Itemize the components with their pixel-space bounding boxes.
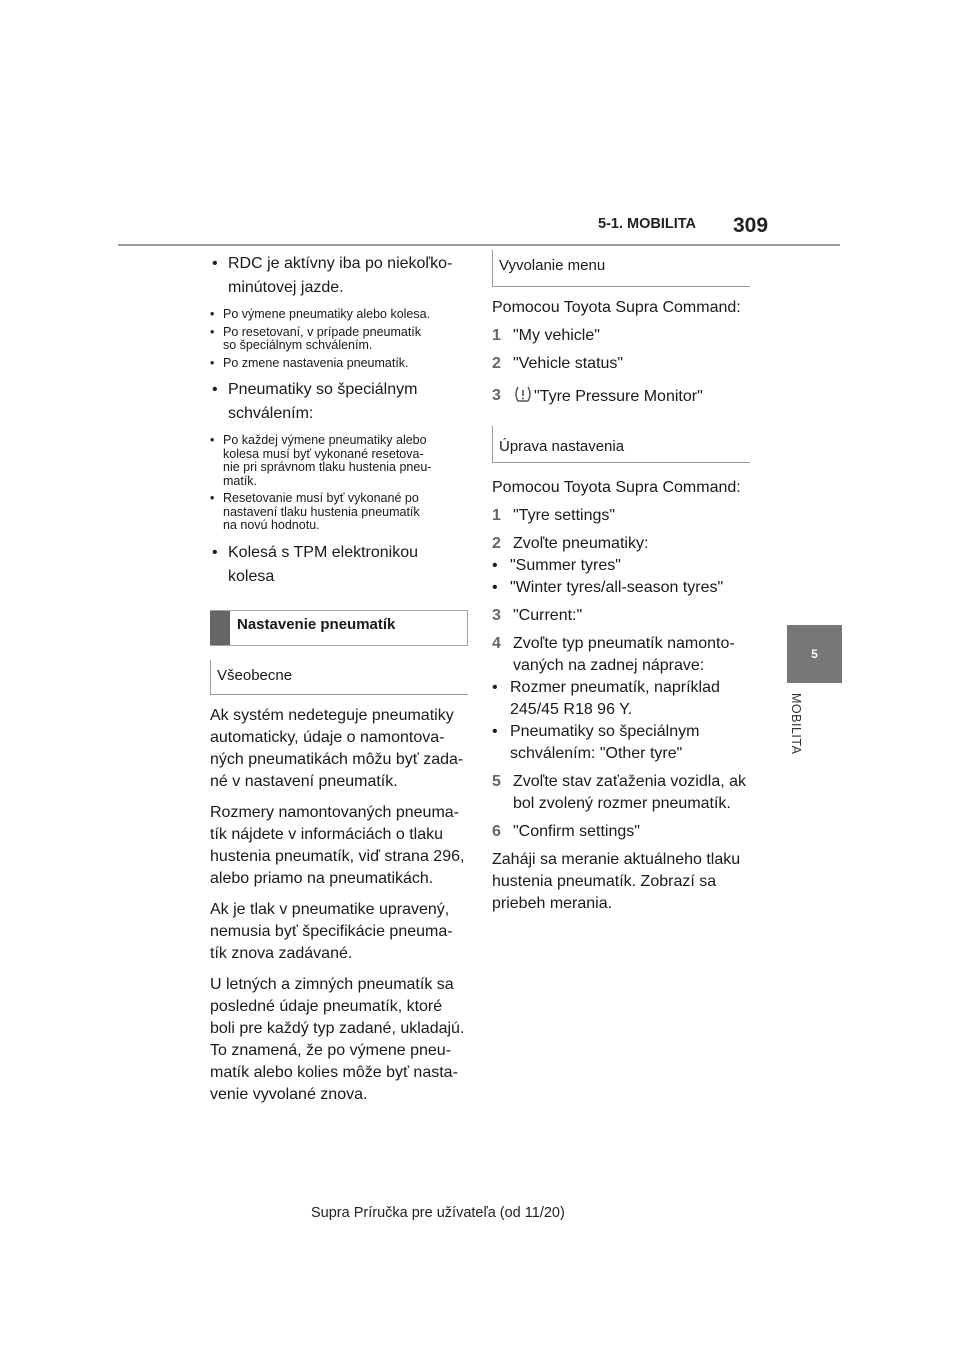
subsection-heading-box	[492, 250, 750, 287]
list-item: • Pneumatiky so špeciálnym schválením: "Other tyre"	[492, 723, 700, 762]
list-item: • "Summer tyres"	[492, 557, 621, 574]
paragraph: Ak je tlak v pneumatike upravený, nemusia byť špecifikácie pneuma- tík znova zadávané.	[210, 900, 453, 962]
list-item: • Po resetovaní, v prípade pneumatík so špeciálnym schválením.	[210, 324, 422, 352]
list-item: • Po výmene pneumatiky alebo kolesa.	[210, 307, 431, 321]
subsection-heading: Všeobecne	[217, 666, 293, 684]
bullet-special-approval: • Pneumatiky so špeciálnym schválením:	[212, 381, 418, 422]
section-header: 5-1. MOBILITA	[598, 216, 697, 232]
step: 4 Zvoľte typ pneumatík namonto- vaných na zadnej náprave:	[492, 635, 735, 674]
right-column	[492, 250, 750, 915]
step: 2 Zvoľte pneumatiky:	[492, 535, 649, 552]
paragraph: Pomocou Toyota Supra Command:	[492, 299, 741, 316]
bullet-tpm-wheels: • Kolesá s TPM elektronikou kolesa	[212, 543, 419, 585]
step: 1 "My vehicle"	[492, 327, 600, 344]
left-column	[210, 250, 468, 1106]
subsection-heading: Úprava nastavenia	[499, 438, 625, 455]
step: 5 Zvoľte stav zaťaženia vozidla, ak bol zvolený rozmer pneumatík.	[492, 773, 746, 812]
step: 3 "Current:"	[492, 607, 583, 624]
list-item: • Po zmene nastavenia pneumatík.	[210, 355, 409, 370]
paragraph: U letných a zimných pneumatík sa posledné údaje pneumatík, ktoré boli pre každý typ zadané, ukladajú. To znamená, že po výmene pneu- matík alebo kolies môže byť nasta- venie vyvolané znova.	[210, 975, 465, 1103]
subsection-heading-box	[210, 660, 468, 695]
header-divider	[118, 244, 840, 246]
step: 6 "Confirm settings"	[492, 823, 640, 840]
sub-list-special	[210, 434, 468, 533]
sub-list-rdc	[210, 308, 468, 370]
paragraph: Pomocou Toyota Supra Command:	[492, 479, 741, 496]
section-heading-box	[210, 610, 468, 646]
list-item: • Resetovanie musí byť vykonané po nastavení tlaku hustenia pneumatík na novú hodnotu.	[210, 491, 420, 532]
chapter-label: MOBILITA	[789, 693, 803, 755]
paragraph: Ak systém nedeteguje pneumatiky automaticky, údaje o namontova- ných pneumatikách môžu byť zada- né v nastavení pneumatík.	[210, 706, 464, 790]
step: 1 "Tyre settings"	[492, 507, 616, 524]
bullet-rdc-active: • RDC je aktívny iba po niekoľko- minútovej jazde.	[212, 255, 453, 296]
subsection-heading-box	[492, 426, 750, 463]
page-number: 309	[733, 214, 769, 237]
paragraph: Rozmery namontovaných pneuma- tík nájdete v informáciách o tlaku hustenia pneumatík, viď strana 296, alebo priamo na pneumatikách.	[210, 803, 465, 887]
footer-text: Supra Príručka pre užívateľa (od 11/20)	[311, 1205, 565, 1221]
list-item: • Rozmer pneumatík, napríklad 245/45 R18 96 Y.	[492, 679, 720, 718]
list-item: • Po každej výmene pneumatiky alebo kolesa musí byť vykonané resetova- nie pri správnom tlaku hustenia pneu- matík.	[210, 433, 432, 488]
section-heading: Nastavenie pneumatík	[237, 615, 396, 633]
paragraph: Zaháji sa meranie aktuálneho tlaku hustenia pneumatík. Zobrazí sa priebeh merania.	[492, 851, 741, 912]
step: 2 "Vehicle status"	[492, 355, 624, 372]
step: 3 "Tyre Pressure Monitor"	[492, 387, 703, 405]
list-item: • "Winter tyres/all-season tyres"	[492, 579, 724, 596]
tyre-pressure-icon	[513, 385, 533, 403]
section-bar	[210, 611, 230, 645]
chapter-tab: 5	[787, 625, 842, 683]
subsection-heading: Vyvolanie menu	[499, 257, 606, 274]
